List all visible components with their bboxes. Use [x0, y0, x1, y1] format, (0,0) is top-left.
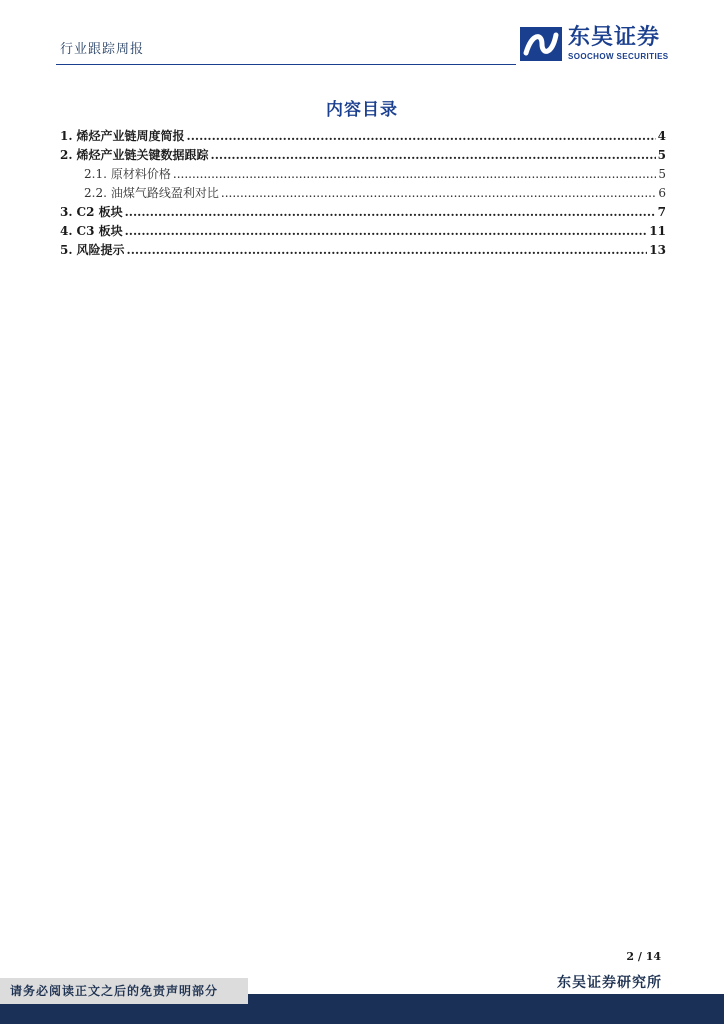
toc-leader-dots: [221, 186, 656, 200]
toc-leader-dots: [211, 148, 656, 162]
toc-leader-dots: [173, 167, 656, 181]
toc-entry[interactable]: [60, 127, 666, 146]
toc-entry-label: C3 板块: [76, 224, 123, 238]
toc-entry-number: 3.: [60, 205, 73, 219]
toc-entry-page: 4: [657, 129, 666, 143]
toc-entry-page: 13: [649, 243, 666, 257]
table-of-contents: [60, 127, 666, 260]
toc-entry-label: 烯烃产业链关键数据跟踪: [76, 148, 209, 162]
toc-entry-page: 7: [657, 205, 666, 219]
toc-entry-page: 6: [658, 186, 666, 200]
logo-english-name: SOOCHOW SECURITIES: [568, 52, 669, 61]
page-indicator: 2 / 14: [626, 950, 661, 963]
toc-entry-label: C2 板块: [76, 205, 123, 219]
toc-entry[interactable]: [60, 146, 666, 165]
toc-entry[interactable]: [60, 241, 666, 260]
toc-title: 内容目录: [326, 100, 398, 120]
toc-entry-number: 2.2.: [84, 186, 107, 200]
toc-entry-number: 1.: [60, 129, 73, 143]
toc-entry-label: 油煤气路线盈利对比: [110, 186, 219, 200]
header-divider: [56, 64, 516, 65]
toc-leader-dots: [125, 224, 648, 238]
institute-name: 东吴证券研究所: [557, 975, 662, 991]
toc-leader-dots: [125, 205, 656, 219]
toc-entry-number: 4.: [60, 224, 73, 238]
logo-chinese-name: 东吴证券: [568, 25, 661, 50]
report-type-label: 行业跟踪周报: [60, 42, 145, 57]
disclaimer-tab: 请务必阅读正文之后的免责声明部分: [0, 978, 248, 1004]
toc-subentry[interactable]: [60, 165, 666, 184]
company-logo: [520, 26, 669, 61]
toc-entry[interactable]: [60, 222, 666, 241]
soochow-logo-icon: [520, 27, 562, 61]
toc-entry-label: 风险提示: [76, 243, 125, 257]
toc-entry-page: 5: [657, 148, 666, 162]
toc-entry-number: 2.: [60, 148, 73, 162]
toc-entry-number: 5.: [60, 243, 73, 257]
toc-subentry[interactable]: [60, 184, 666, 203]
toc-entry-label: 原材料价格: [110, 167, 171, 181]
toc-entry-label: 烯烃产业链周度简报: [76, 129, 185, 143]
toc-entry-page: 11: [649, 224, 666, 238]
toc-entry-number: 2.1.: [84, 167, 107, 181]
toc-entry[interactable]: [60, 203, 666, 222]
toc-entry-page: 5: [658, 167, 666, 181]
toc-leader-dots: [187, 129, 656, 143]
toc-leader-dots: [127, 243, 648, 257]
